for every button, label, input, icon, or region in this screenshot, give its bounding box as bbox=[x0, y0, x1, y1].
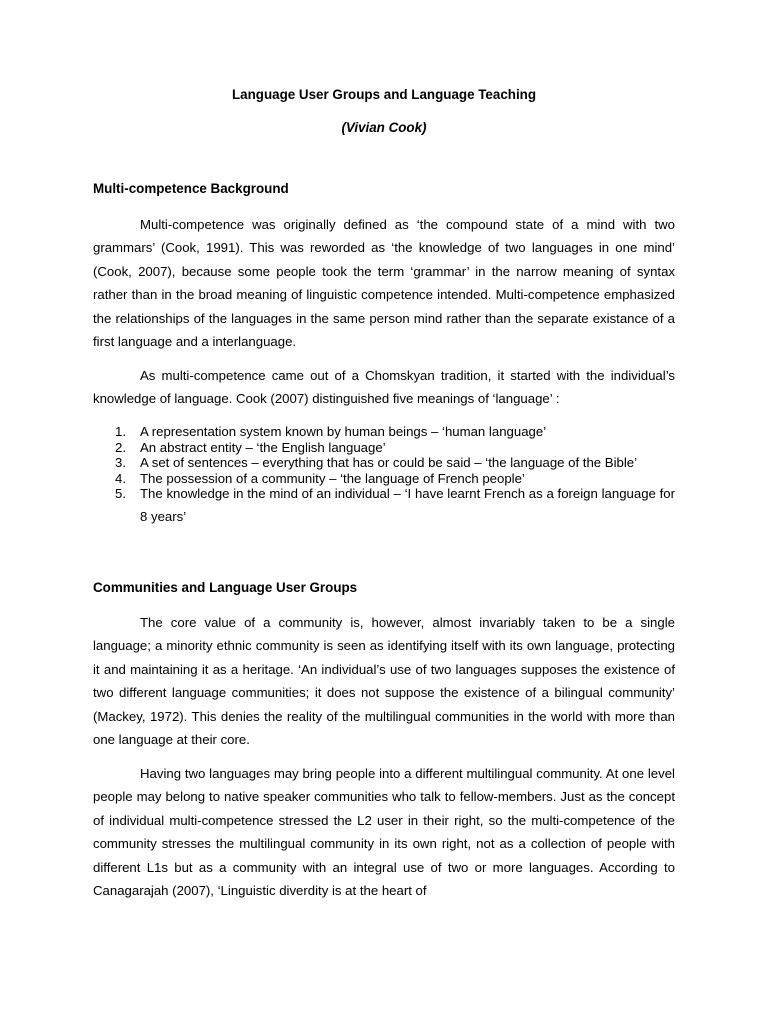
list-item-number: 5. bbox=[115, 486, 126, 501]
list-item bbox=[93, 455, 675, 471]
paragraph-community-core-value: The core value of a community is, however, almost invariably taken to be a single language; a minority ethnic community is seen as identifying itself with its own language, protecting it and maintaining it as a heritage. ‘An individual’s use of two languages supposes the existence of two different language communities; it does not suppose the existence of a bilingual community’ (Mackey, 1972). This denies the reality of the multilingual communities in the world with more than one language at their core. bbox=[93, 615, 675, 748]
list-item-text: An abstract entity – ‘the English language’ bbox=[140, 439, 386, 455]
list-item-number: 4. bbox=[115, 470, 126, 486]
list-item-text: A representation system known by human beings – ‘human language’ bbox=[140, 424, 547, 439]
document-title: Language User Groups and Language Teaching bbox=[231, 87, 537, 102]
list-item-number: 2. bbox=[115, 439, 126, 455]
document-author: (Vivian Cook) bbox=[341, 120, 427, 135]
list-item-text: The possession of a community – ‘the language of French people’ bbox=[140, 470, 525, 486]
list-item bbox=[93, 440, 675, 456]
paragraph-multi-competence-definition: Multi-competence was originally defined as ‘the compound state of a mind with two grammars’ (Cook, 1991). This was reworded as ‘the knowledge of two languages in one mind’ (Cook, 2007), because some people took the term ‘grammar’ in the narrow meaning of syntax rather than in the broad meaning of linguistic competence intended. Multi-competence emphasized the relationships of the languages in the same person mind rather than the separate existance of a first language and a interlanguage. bbox=[93, 217, 675, 350]
list-item-number: 1. bbox=[115, 424, 126, 439]
section-heading-multi-competence: Multi-competence Background bbox=[93, 181, 289, 196]
paragraph-multilingual-community: Having two languages may bring people into a different multilingual community. At one level people may belong to native speaker communities who talk to fellow-members. Just as the concept of individual multi-competence stressed the L2 user in their right, so the multi-competence of the community stresses the multilingual community in its own right, not as a collection of people with different L1s but as a community with an integral use of two or more languages. According to Canagarajah (2007), ‘Linguistic diverdity is at the heart of bbox=[93, 766, 675, 899]
language-meanings-list bbox=[93, 424, 675, 529]
paragraph-chomskyan-tradition: As multi-competence came out of a Chomskyan tradition, it started with the individual’s knowledge of language. Cook (2007) distinguished five meanings of ‘language’ : bbox=[93, 368, 675, 407]
list-item bbox=[93, 424, 675, 440]
list-item-text: The knowledge in the mind of an individual – ‘I have learnt French as a foreign language for 8 years’ bbox=[140, 486, 675, 525]
list-item-number: 3. bbox=[115, 455, 126, 470]
list-item-text: A set of sentences – everything that has or could be said – ‘the language of the Bible’ bbox=[140, 455, 638, 470]
list-item bbox=[93, 482, 675, 529]
section-heading-communities: Communities and Language User Groups bbox=[93, 580, 358, 595]
